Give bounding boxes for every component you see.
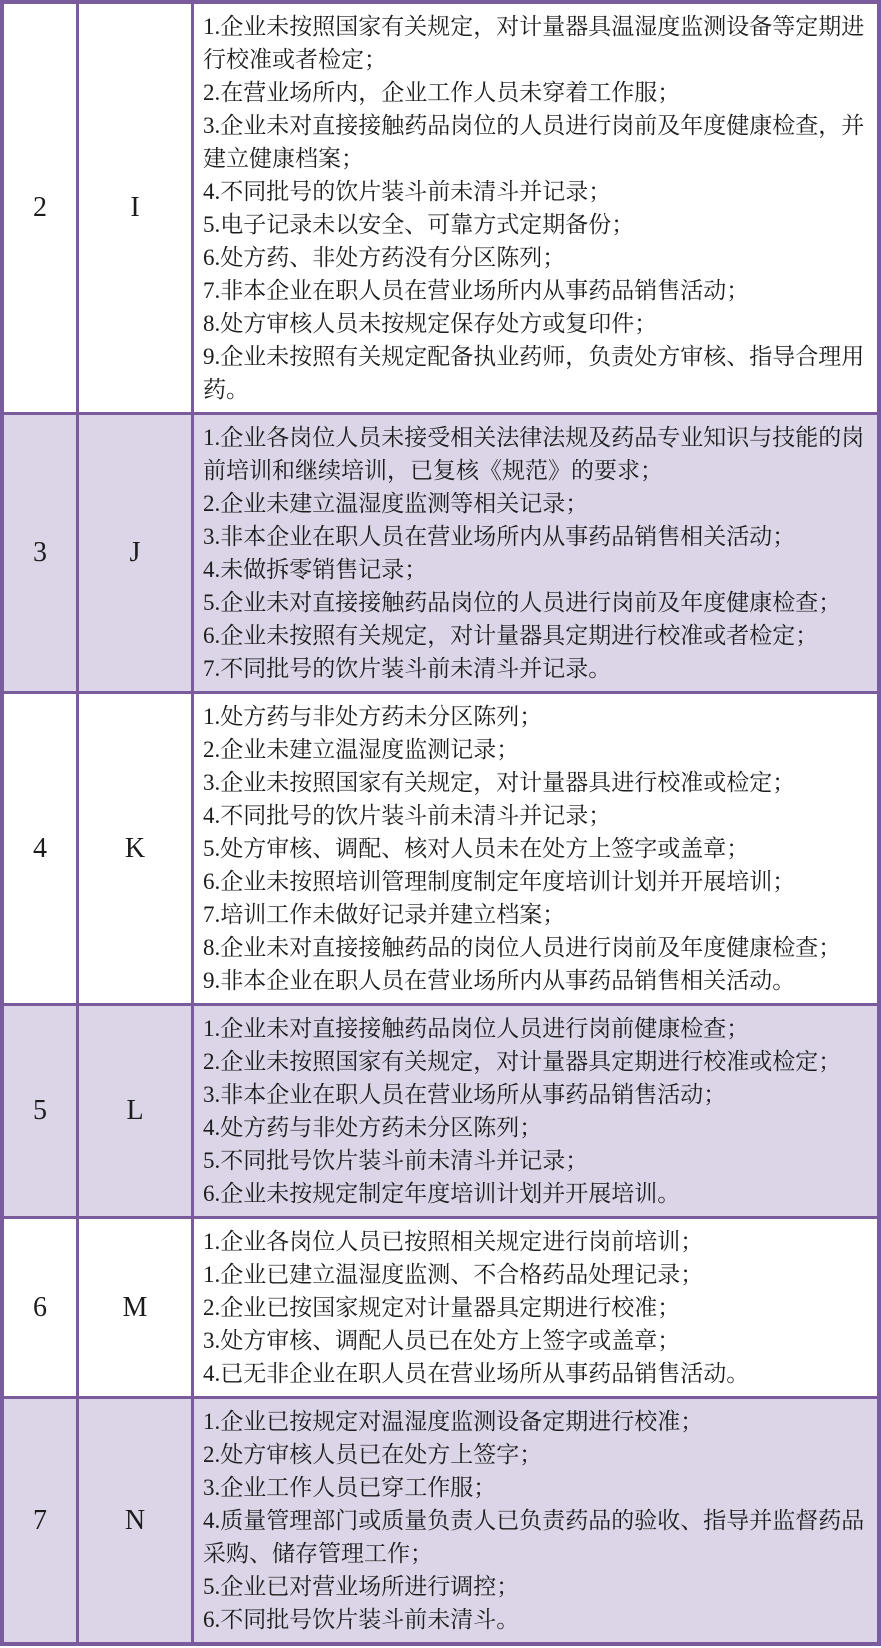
list-item: 4.质量管理部门或质量负责人已负责药品的验收、指导并监督药品采购、储存管理工作； — [203, 1508, 865, 1566]
row-number-cell: 2 — [4, 4, 76, 412]
list-item: 6.企业未按规定制定年度培训计划并开展培训。 — [203, 1181, 681, 1206]
row-number-cell: 5 — [4, 1006, 76, 1216]
list-item: 4.已无非企业在职人员在营业场所从事药品销售活动。 — [203, 1361, 750, 1386]
list-item: 5.处方审核、调配、核对人员未在处方上签字或盖章； — [203, 836, 750, 861]
list-item: 3.企业未对直接接触药品岗位的人员进行岗前及年度健康检查，并建立健康档案； — [203, 113, 865, 171]
row-number-cell: 3 — [4, 415, 76, 691]
list-item: 6.处方药、非处方药没有分区陈列； — [203, 245, 566, 270]
list-item: 3.非本企业在职人员在营业场所从事药品销售活动； — [203, 1082, 727, 1107]
list-item: 2.企业未按照国家有关规定，对计量器具定期进行校准或检定； — [203, 1049, 842, 1074]
row-code-cell: L — [79, 1006, 191, 1216]
row-items-cell — [194, 1399, 877, 1642]
list-item: 5.企业未对直接接触药品岗位的人员进行岗前及年度健康检查； — [203, 590, 842, 615]
row-code-cell: J — [79, 415, 191, 691]
list-item: 8.处方审核人员未按规定保存处方或复印件； — [203, 311, 658, 336]
list-item: 4.不同批号的饮片装斗前未清斗并记录； — [203, 179, 612, 204]
list-item: 9.非本企业在职人员在营业场所内从事药品销售相关活动。 — [203, 968, 796, 993]
row-items-cell — [194, 415, 877, 691]
list-item: 1.企业已按规定对温湿度监测设备定期进行校准； — [203, 1409, 704, 1434]
row-code-cell: M — [79, 1219, 191, 1396]
list-item: 4.不同批号的饮片装斗前未清斗并记录； — [203, 803, 612, 828]
row-items-cell — [194, 1006, 877, 1216]
list-item: 5.企业已对营业场所进行调控； — [203, 1574, 520, 1599]
list-item: 4.处方药与非处方药未分区陈列； — [203, 1115, 543, 1140]
list-item: 6.不同批号饮片装斗前未清斗。 — [203, 1607, 520, 1632]
list-item: 7.不同批号的饮片装斗前未清斗并记录。 — [203, 656, 612, 681]
list-item: 6.企业未按照培训管理制度制定年度培训计划并开展培训； — [203, 869, 796, 894]
list-item: 1.企业已建立温湿度监测、不合格药品处理记录； — [203, 1262, 704, 1287]
row-code-cell: N — [79, 1399, 191, 1642]
row-number-cell: 6 — [4, 1219, 76, 1396]
list-item: 9.企业未按照有关规定配备执业药师，负责处方审核、指导合理用药。 — [203, 344, 865, 402]
row-items-cell — [194, 4, 877, 412]
list-item: 7.非本企业在职人员在营业场所内从事药品销售活动； — [203, 278, 750, 303]
list-item: 7.培训工作未做好记录并建立档案； — [203, 902, 566, 927]
list-item: 4.未做拆零销售记录； — [203, 557, 428, 582]
list-item: 3.处方审核、调配人员已在处方上签字或盖章； — [203, 1328, 681, 1353]
list-item: 1.企业未按照国家有关规定，对计量器具温湿度监测设备等定期进行校准或者检定； — [203, 14, 865, 72]
list-item: 5.不同批号饮片装斗前未清斗并记录； — [203, 1148, 589, 1173]
list-item: 1.企业未对直接接触药品岗位人员进行岗前健康检查； — [203, 1016, 750, 1041]
list-item: 2.企业已按国家规定对计量器具定期进行校准； — [203, 1295, 681, 1320]
row-number-cell: 4 — [4, 694, 76, 1003]
list-item: 3.企业未按照国家有关规定，对计量器具进行校准或检定； — [203, 770, 796, 795]
list-item: 2.处方审核人员已在处方上签字； — [203, 1442, 543, 1467]
row-number-cell: 7 — [4, 1399, 76, 1642]
row-code-cell: K — [79, 694, 191, 1003]
list-item: 2.企业未建立温湿度监测记录； — [203, 737, 520, 762]
list-item: 8.企业未对直接接触药品的岗位人员进行岗前及年度健康检查； — [203, 935, 842, 960]
list-item: 1.企业各岗位人员未接受相关法律法规及药品专业知识与技能的岗前培训和继续培训，已复核《规范》的要求； — [203, 425, 865, 483]
list-item: 2.企业未建立温湿度监测等相关记录； — [203, 491, 589, 516]
list-item: 3.企业工作人员已穿工作服； — [203, 1475, 497, 1500]
row-items-cell — [194, 1219, 877, 1396]
list-item: 3.非本企业在职人员在营业场所内从事药品销售相关活动； — [203, 524, 796, 549]
list-item: 5.电子记录未以安全、可靠方式定期备份； — [203, 212, 635, 237]
list-item: 1.处方药与非处方药未分区陈列； — [203, 704, 543, 729]
list-item: 2.在营业场所内，企业工作人员未穿着工作服； — [203, 80, 681, 105]
list-item: 6.企业未按照有关规定，对计量器具定期进行校准或者检定； — [203, 623, 819, 648]
row-items-cell — [194, 694, 877, 1003]
row-code-cell: I — [79, 4, 191, 412]
list-item: 1.企业各岗位人员已按照相关规定进行岗前培训； — [203, 1229, 704, 1254]
